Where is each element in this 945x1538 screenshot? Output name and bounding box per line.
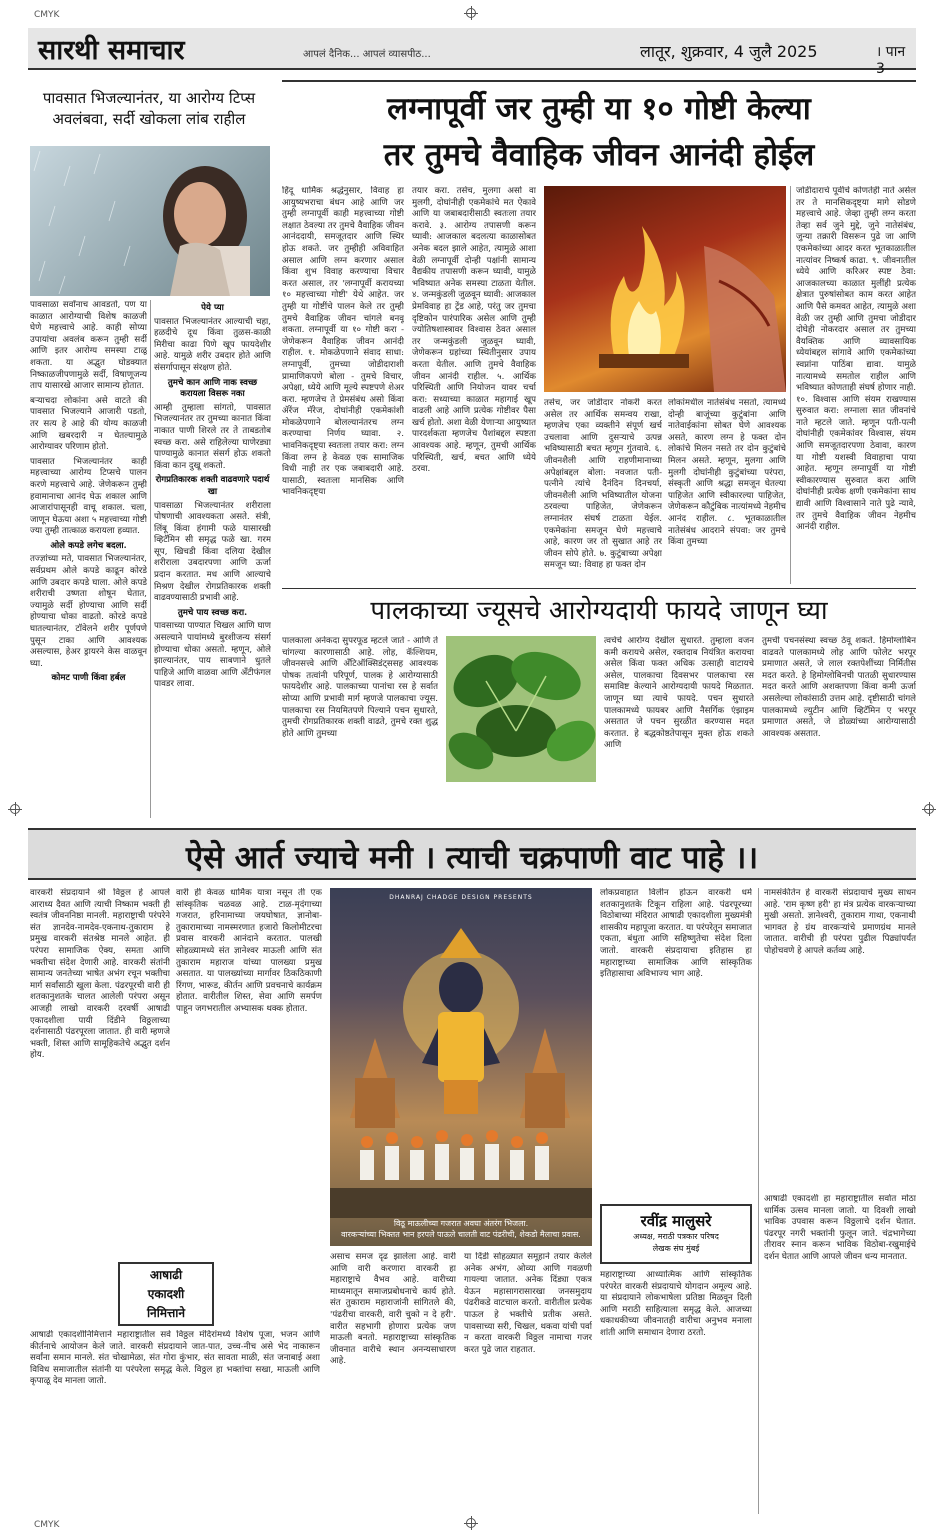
byline-role: लेखक संघ मुंबई: [652, 1244, 700, 1253]
wari-col-1: वारकरी संप्रदायाने श्री विठ्ठल हे आपले आराध्य दैवत आणि त्याची निष्काम भक्ती ही स्वतंत्र जीवननिष्ठा मानली. महाराष्ट्राची परंपरेने संत ज्ञानदेव-नामदेव-एकनाथ-तुकाराम हे प्रमुख वारकरी संतश्रेष्ठ मानले आहेत. ही परंपरा सामाजिक ऐक्य, समता आणि भक्तीचा संदेश देणारी आहे. वारकरी संतांनी सामान्य जनतेच्या भाषेत अभंग रचून भक्तीचा मार्ग सर्वांसाठी खुला केला. पंढरपूरची वारी ही शतकानुशतके चालत आलेली परंपरा असून आजही लाखो वारकरी दरवर्षी आषाढी एकादशीला पायी दिंडीने विठ्ठलाच्या दर्शनासाठी पंढरपूरला जातात. ही वारी म्हणजे भक्ती, शिस्त आणि सामूहिकतेचे अद्भुत दर्शन होय.: [30, 888, 170, 1061]
poster-caption-line: वारकऱ्यांच्या भिक्तत भान हरपले पाऊले चालती वाट पंढरीची, शेकडो मैलाचा प्रवास.: [341, 1230, 581, 1239]
marriage-headline-line-2: तर तुमचे वैवाहिक जीवन आनंदी होईल: [383, 137, 815, 173]
registration-mark-bottom: [466, 1518, 476, 1528]
ashadhi-label-box: [118, 1262, 214, 1326]
rain-article-headline: पावसात भिजल्यानंतर, या आरोग्य टिप्स अवलंबवा, सर्दी खोकला लांब राहील: [42, 89, 256, 128]
wari-banner: [28, 828, 916, 880]
issue-date: लातूर, शुक्रवार, 4 जुलै 2025: [640, 42, 818, 61]
poster-caption-line: विठू माऊलीच्या गजरात अवघा अंतरंग भिजला.: [393, 1219, 529, 1228]
rain-subheading: तुमचे कान आणि नाक स्वच्छ करायला विसरू नका: [167, 377, 258, 400]
wari-poster-image: [330, 888, 592, 1246]
wari-col-3: आषाढी एकादशीनिमित्ताने महाराष्ट्रातील सर्व विठ्ठल मंदिरांमध्ये विशेष पूजा, भजन आणि कीर्तनाचे आयोजन केले जाते. वारकरी संप्रदायाने जात-पात, उच्च-नीच असे भेद नाकारून सर्वांना समान मानले. संत चोखामेळा, संत गोरा कुंभार, संत सावता माळी, संत जनाबाई अशा विविध समाजातील संतांनी या परंपरेला समृद्ध केले. विठ्ठल हा भक्तांचा सखा, माऊली आणि कृपाळू देव मानला जातो.: [30, 1330, 320, 1387]
byline-name: रवींद्र मालुसरे: [640, 1212, 712, 1230]
newspaper-tagline: आपलं दैनिक... आपलं व्यासपीठ...: [303, 49, 431, 60]
spinach-leaves-illustration: [446, 636, 596, 782]
spinach-headline: पालकाच्या ज्यूसचे आरोग्यदायी फायदे जाणून घ्या: [370, 596, 828, 626]
rain-paragraph: बऱ्याचदा लोकांना असे वाटते की पावसात भिजल्याने आजारी पडतो, तर सत्य हे आहे की योग्य काळजी आणि खबरदारी न घेतल्यामुळे आरोग्यावर परिणाम होतो.: [30, 395, 147, 453]
poster-credit: DHANRAJ CHADGE DESIGN PRESENTS: [389, 894, 533, 901]
rain-subheading: तुमचे पाय स्वच्छ करा.: [177, 607, 248, 618]
rain-paragraph: पावसात भिजल्यानंतर काही महत्त्वाच्या आरोग्य टिप्सचे पालन करणे महत्त्वाचे आहे. जेणेकरून तुम्ही हवामानाचा आनंद घेऊ शकाल आणि आजारांपासूनही वाचू शकाल. चला, जाणून घेऊया अशा ५ महत्त्वाच्या गोष्टी ज्या तुम्ही तात्काळ करायला हव्यात.: [30, 456, 147, 537]
section-rule: [282, 80, 916, 82]
marriage-col-3: तसेच, जर जोडीदार नोकरी करत असेल तर आर्थिक समन्वय राखा, म्हणजेच एका व्यक्तीने संपूर्ण खर्च उचलावा आणि दुसऱ्याचे उत्पन्न भविष्यासाठी बचत म्हणून गुंतवावे. ६. जीवनशैली आणि राहणीमानाच्या अपेक्षांबद्दल बोला: नवजात पती-पत्नीने त्यांचे दैनंदिन दिनचर्या, जीवनशैली आणि भविष्यातील योजना ठरवल्या पाहिजेत, जेणेकरून लग्नानंतर संघर्ष टाळता येईल. एकमेकांना समजून घेणे महत्त्वाचे आहे, कारण जर तो सुखात आहे तर जीवन सोपे होते. ७. कुटुंबाच्या अपेक्षा समजून घ्या: विवाह हा फक्त दोन: [544, 398, 662, 571]
print-mark-bottom: CMYK: [34, 1520, 60, 1530]
registration-mark-right: [924, 804, 934, 814]
wari-col-6: लोकप्रवाहात विलीन होऊन वारकरी धर्म शतकानुशतके टिकून राहिला आहे. पंढरपूरच्या विठोबाच्या मंदिरात आषाढी एकादशीला मुख्यमंत्री शासकीय महापूजा करतात. या परंपरेतून समाजात एकता, बंधुता आणि सहिष्णुतेचा संदेश दिला जातो. वारकरी संप्रदायाचा इतिहास हा महाराष्ट्राच्या सामाजिक आणि सांस्कृतिक इतिहासाचा अविभाज्य भाग आहे.: [600, 888, 752, 980]
wari-col-2: वारी ही केवळ धार्मिक यात्रा नसून ती एक सांस्कृतिक चळवळ आहे. टाळ-मृदंगाच्या गजरात, हरिनामाच्या जयघोषात, ज्ञानोबा-तुकारामाच्या नामस्मरणात हजारो किलोमीटरचा प्रवास वारकरी आनंदाने करतात. पालखी सोहळ्यामध्ये संत ज्ञानेश्वर माऊली आणि संत तुकाराम महाराज यांच्या पालख्या प्रमुख असतात. या पालख्यांच्या मार्गावर ठिकठिकाणी रिंगण, भारूड, कीर्तन आणि प्रवचनाचे कार्यक्रम होतात. वारीतील शिस्त, सेवा आणि समर्पण पाहून जगभरातील अभ्यासक थक्क होतात.: [176, 888, 322, 1014]
wari-col-8: महाराष्ट्राच्या आध्यात्मिक आणि सांस्कृतिक परंपरेत वारकरी संप्रदायाचे योगदान अमूल्य आहे. या संप्रदायाने लोकभाषेला प्रतिष्ठा मिळवून दिली आणि मराठी साहित्याला समृद्ध केले. आजच्या धकाधकीच्या जीवनातही वारीचा अनुभव मनाला शांती आणि समाधान देणारा ठरतो.: [600, 1270, 752, 1338]
rain-subheading: ओले कपडे लगेच बदला.: [50, 540, 127, 551]
marriage-headline-line-1: लग्नापूर्वी जर तुम्ही या १० गोष्टी केल्या: [387, 91, 811, 127]
marriage-col-5: जोडीदाराचे पूर्वीचे कोणतेही नाते असेल तर ते मानसिकदृष्ट्या मागे सोडणे महत्त्वाचे आहे. जेव्हा तुम्ही लग्न करता तेव्हा सर्व जुने मुद्दे, जुने नातेसंबंध, जुन्या तक्रारी विसरून पुढे जा आणि एकमेकांच्या आदर करत भूतकाळातील नात्यांवर निष्कर्ष काढा. ९. जीवनातील ध्येये आणि करिअर स्पष्ट ठेवा: आजकालच्या काळात मुलींही प्रत्येक क्षेत्रात पुरुषांसोबत काम करत आहेत आणि पैसे कमवत आहेत, त्यामुळे अशा वेळी जर तुम्ही आणि तुमचा जोडीदार दोघेही नोकरदार असाल तर तुमच्या वैयक्तिक आणि व्यावसायिक ध्येयांबद्दल सांगावे आणि एकमेकांच्या स्वप्नांना पाठिंबा द्यावा. यामुळे नात्यामध्ये समतोल राहील आणि भविष्यात कोणताही संघर्ष होणार नाही. १०. विश्वास आणि संयम राखण्यास सुरुवात करा: लग्नाला सात जीवनांचे नाते म्हटले जाते. म्हणून पती-पत्नी दोघांनीही एकमेकांवर विश्वास, संयम आणि समजूतदारपणा ठेवावा, कारण या गोष्टी यशस्वी विवाहाचा पाया आहेत. म्हणून लग्नापूर्वी या गोष्टी स्वीकारण्यास सुरुवात करा आणि दोघांनीही प्रत्येक क्षणी एकमेकांना साथ द्यावी आणि विश्वासाने नाते पुढे न्यावे, तर तुमचे वैवाहिक जीवन नेहमीच आनंदी राहील.: [796, 186, 916, 533]
column-divider: [758, 888, 759, 1514]
rain-paragraph: आम्ही तुम्हाला सांगतो, पावसात भिजल्यानंतर तर तुमच्या कानात किंवा नाकात पाणी शिरले तर ते ताबडतोब स्वच्छ करा. असे राहिलेल्या घाणेरड्या पाण्यामुळे कानात संसर्ग होऊ शकतो किंवा कान दुखू शकतो.: [154, 402, 271, 471]
registration-mark-top: [466, 8, 476, 18]
registration-mark-left: [10, 804, 20, 814]
ashadhi-label-line: आषाढी: [149, 1268, 183, 1282]
spinach-col-3: तुमची पचनसंस्था स्वच्छ ठेवू शकते. हिमोग्लोबिन वाढवते पालकामध्ये लोह आणि फोलेट भरपूर प्रमाणात असते, जे लाल रक्तपेशींच्या निर्मितीस मदत करते. हे हिमोग्लोबिनची पातळी सुधारण्यास मदत करते आणि अशक्तपणा किंवा कमी ऊर्जा असलेल्या लोकांसाठी उत्तम आहे. दृष्टीसाठी चांगले पालकामध्ये ल्युटीन आणि व्हिटॅमिन ए भरपूर प्रमाणात असते, जे डोळ्यांच्या आरोग्यासाठी आवश्यक असतात.: [762, 636, 916, 739]
marriage-col-2: तयार करा. तसेच, मुलगा असो वा मुलगी, दोघांनीही एकमेकांचे मत ऐकावे आणि या जबाबदारीसाठी स्वतःला तयार करावे. ३. आरोग्य तपासणी करून घ्यावी: आजकाल बदलत्या काळासोबत अनेक बदल झाले आहेत, त्यामुळे आशा वेळी लग्नापूर्वी दोन्ही पक्षांनी सामान्य वैद्यकीय तपासणी करून घ्यावी, यामुळे भविष्यात अनेक समस्या टाळता येतील. ४. जन्मकुंडली जुळवून घ्यावी: आजकाल प्रेमविवाह हा ट्रेंड आहे, परंतु जर तुमचा दृष्टिकोन पारंपारिक असेल आणि तुम्ही ज्योतिषशास्त्रावर विश्वास ठेवत असाल तर जन्मकुंडली जुळवून घ्यावी, जेणेकरून ग्रहांच्या स्थितीनुसार उपाय करता येतील. आणि तुमचे वैवाहिक जीवन आनंदी राहील. ५. आर्थिक परिस्थिती आणि नियोजन यावर चर्चा करा: सध्याच्या काळात महागाई खूप वाढली आहे आणि प्रत्येक गोष्टीवर पैसा खर्च होतो. अशा वेळी येणाऱ्या आयुष्यात पारदर्शकता म्हणजेच पैशांबद्दल स्पष्टता आवश्यक आहे. म्हणून, तुमची आर्थिक परिस्थिती, खर्च, बचत आणि ध्येये ठरवा.: [412, 186, 536, 475]
print-mark-top: CMYK: [34, 10, 60, 20]
ashadhi-label-line: एकादशी: [147, 1287, 185, 1301]
rain-girl-photo: [30, 146, 270, 296]
rain-article-col-2: [154, 300, 271, 818]
wedding-fire-illustration: [544, 186, 786, 392]
wedding-ritual-photo: [544, 186, 786, 392]
vitthal-illustration: [330, 888, 592, 1246]
marriage-col-1: हिंदू धार्मिक श्रद्धेनुसार, विवाह हा आयुष्यभराचा बंधन आहे आणि जर तुम्ही लग्नापूर्वी काही महत्त्वाच्या गोष्टी लक्षात ठेवल्या तर तुमचे वैवाहिक जीवन आनंददायी, समजूतदार आणि स्थिर होऊ शकते. जर तुम्हीही अविवाहित असाल आणि लग्न करणार असाल किंवा शुभ विवाह करण्याचा विचार करत असाल, तर 'लग्नापूर्वी करायच्या १० महत्त्वाच्या गोष्टी' येथे आहेत. जर तुम्ही या गोष्टींचे पालन केले तर तुम्ही तुमचे वैवाहिक जीवन चांगले बनवू शकता. लग्नापूर्वी या १० गोष्टी करा - जेणेकरून वैवाहिक जीवन आनंदी राहील. १. मोकळेपणाने संवाद साधा: लग्नापूर्वी, तुमच्या जोडीदाराशी प्रामाणिकपणे बोला - तुमचे विचार, अपेक्षा, ध्येये आणि मूल्ये स्पष्टपणे शेअर करा. म्हणजेच ते प्रेमसंबंध असो किंवा ॲरेंज मॅरेज, दोघांनीही एकमेकांशी मोकळेपणाने बोलल्यानंतरच लग्न करण्याचा निर्णय घ्यावा. २. भावनिकदृष्ट्या स्वतःला तयार करा: लग्न किंवा लग्न हे केवळ एक सामाजिक विधी नाही तर एक जबाबदारी आहे. यासाठी, स्वतःला मानसिक आणि भावनिकदृष्ट्या: [282, 186, 404, 498]
newspaper-title: सारथी समाचार: [38, 35, 185, 66]
section-rule: [282, 588, 916, 589]
column-divider: [790, 186, 791, 584]
spinach-col-2: त्वचेचे आरोग्य देखील सुधारते. तुम्हाला वजन कमी करायचे असेल, रक्तदाब नियंत्रित करायचा असेल किंवा फक्त अधिक उत्साही वाटायचे असेल, पालकाचा दिवसभर पालकाचा रस समाविष्ट केल्याने आरोग्यदायी फायदे मिळतात. जाणून घ्या त्याचे फायदे. पचन सुधारते पालकामध्ये फायबर आणि नैसर्गिक एंझाइम असतात जे पचन सुरळीत करण्यास मदत करतात. हे बद्धकोष्ठतेपासून मुक्त होऊ शकते आणि: [604, 636, 754, 751]
rain-article-col-1: [30, 300, 147, 818]
rain-subheading: रोगप्रतिकारक शक्ती वाढवणारे पदार्थ खा: [155, 475, 270, 497]
rain-paragraph: तज्ज्ञांच्या मते, पावसात भिजल्यानंतर, सर्वप्रथम ओले कपडे काढून कोरडे आणि उबदार कपडे घाला. ओले कपडे शरीराची उष्णता शोषून घेतात, ज्यामुळे सर्दी होण्याचा आणि सर्दी होण्याचा धोका वाढतो. कोरडे कपडे घातल्यानंतर, टॉवेलने शरीर पूर्णपणे पुसून टाका आणि आवश्यक असल्यास, हेअर ड्रायरने केस वाळवून घ्या.: [30, 554, 147, 669]
wari-col-7: नामसंकीर्तन हे वारकरी संप्रदायाचे मुख्य साधन आहे. 'राम कृष्ण हरी' हा मंत्र प्रत्येक वारकऱ्याच्या मुखी असतो. ज्ञानेश्वरी, तुकाराम गाथा, एकनाथी भागवत हे ग्रंथ वारकऱ्यांचे प्रमाणग्रंथ मानले जातात. वारीची ही परंपरा पुढील पिढ्यांपर्यंत पोहोचवणे हे आपले कर्तव्य आहे.: [764, 888, 916, 956]
rain-paragraph: पावसात भिजल्यानंतर आल्याची चहा, हळदीचे दूध किंवा तुळस-काळी मिरीचा काढा पिणे खूप फायदेशीर आहे. यामुळे शरीर उबदार होते आणि संसर्गापासून संरक्षण होते.: [154, 316, 271, 373]
byline-role: अध्यक्ष, मराठी पत्रकार परिषद: [633, 1232, 719, 1241]
masthead: [28, 28, 916, 77]
wari-col-9: आषाढी एकादशी हा महाराष्ट्रातील सर्वात मोठा धार्मिक उत्सव मानला जातो. या दिवशी लाखो भाविक उपवास करून विठ्ठलाचे दर्शन घेतात. पंढरपूर नगरी भक्तांनी फुलून जाते. चंद्रभागेच्या तीरावर स्नान करून भाविक विठोबा-रखुमाईचे दर्शन घेतात आणि आपले जीवन धन्य मानतात.: [764, 1194, 916, 1262]
wari-col-5: या दिंडी सोहळ्यात समूहाने तयार केलेले अनेक अभंग, ओव्या आणि गवळणी गायल्या जातात. अनेक दिंड्या एकत्र येऊन महासागरासारखा जनसमुदाय पंढरीकडे वाटचाल करतो. वारीतील प्रत्येक पाऊल हे भक्तीचे प्रतीक असते. पावसाच्या सरी, चिखल, थकवा यांची पर्वा न करता वारकरी विठ्ठल नामाचा गजर करत पुढे जात राहतात.: [464, 1252, 592, 1355]
rain-paragraph: पावसाळा सर्वांनाच आवडतो, पण या काळात आरोग्याची विशेष काळजी घेणे महत्त्वाचे आहे. काही सोप्या उपायांचा अवलंब करून तुम्ही सर्दी आणि इतर आरोग्य समस्या टाळू शकता. या अद्भुत घोडक्यात निष्काळजीपणामुळे सर्दी, विषाणूजन्य ताप यासारखे आजार सामान्य होतात.: [30, 300, 147, 392]
spinach-col-1: पालकाला अनेकदा सुपरफूड म्हटले जाते - आणि ते चांगल्या कारणासाठी आहे. लोह, कॅल्शियम, जीवनसत्त्वे आणि अँटिऑक्सिडंट्ससह आवश्यक पोषक तत्वांनी परिपूर्ण, पालक हे आरोग्यासाठी फायदेशीर आहे. पालकाच्या पानांचा रस हे सर्वात सोप्या आणि प्रभावी मार्ग म्हणजे पालकाचा ज्यूस. पालकाचा रस नियमितपणे पिल्याने पचन सुधारते, तुमची रोगप्रतिकारक शक्ती वाढते, तुमचे रक्त शुद्ध होते आणि तुमच्या: [282, 636, 438, 739]
rain-subheading: पेये प्या: [201, 303, 224, 313]
poster-caption: [336, 1218, 586, 1240]
rain-subheading: कोमट पाणी किंवा हर्बल: [51, 673, 126, 684]
byline-box: [600, 1204, 752, 1264]
rain-paragraph: पावसाच्या पाण्यात चिखल आणि घाण असल्याने पायांमध्ये बुरशीजन्य संसर्ग होण्याचा धोका असतो. म्हणून, ओले झाल्यानंतर, पाय साबणाने धुतले पाहिजे आणि वाळवा आणि अँटीफंगल पावडर लावा.: [154, 621, 271, 690]
column-divider: [150, 300, 151, 818]
rain-paragraph: पावसाळा भिजल्यानंतर शरीराला पोषणाची आवश्यकता असते. संत्री, लिंबू किंवा हंगामी फळे यासारखी व्हिटॅमिन सी समृद्ध फळे खा. गरम सूप, खिचडी किंवा दलिया देखील शरीराला उबदारपणा आणि ऊर्जा प्रदान करतात. मध आणि आल्याचे मिश्रण देखील रोगप्रतिकारक शक्ती वाढवण्यासाठी प्रभावी आहे.: [154, 500, 271, 604]
rain-photo-illustration: [30, 146, 270, 296]
ashadhi-label-line: निमित्ताने: [146, 1306, 186, 1320]
wari-col-4: असाच समज दृढ झालेला आहे. वारी आणि वारी करणारा वारकरी हा महाराष्ट्राचे वैभव आहे. वारीच्या माध्यमातून समाजप्रबोधनाचे कार्य होते. संत तुकाराम महाराजांनी सांगितले की, 'पंढरीचा वारकरी, वारी चुको न दे हरी'. वारीत सहभागी होणारा प्रत्येक जण माऊली बनतो. महाराष्ट्राच्या सांस्कृतिक जीवनात वारीचे स्थान अनन्यसाधारण आहे.: [330, 1252, 456, 1367]
spinach-photo: [446, 636, 596, 782]
marriage-col-4: लोकांमधील नातेसंबंध नसतो, त्यामध्ये दोन्ही बाजूंच्या कुटुंबांना आणि नातेवाईकांना सोबत घेणे आवश्यक असते, कारण लग्न हे फक्त दोन लोकांचे मिलन नसते तर दोन कुटुंबांचे मिलन असते. म्हणून, मुलगा आणि मुलगी दोघांनीही कुटुंबांच्या परंपरा, संस्कृती आणि श्रद्धा समजून घेतल्या पाहिजेत आणि स्वीकारल्या पाहिजेत, जेणेकरून कौटुंबिक नात्यांमध्ये नेहमीच आनंद राहील. ८. भूतकाळातील नातेसंबंध आदराने संपवा: जर तुमचे किंवा तुमच्या: [668, 398, 786, 548]
page-number: । पान 3: [876, 44, 906, 77]
wari-banner-headline: ऐसे आर्त ज्याचे मनी । त्याची चक्रपाणी वाट पाहे ।।: [185, 840, 759, 876]
